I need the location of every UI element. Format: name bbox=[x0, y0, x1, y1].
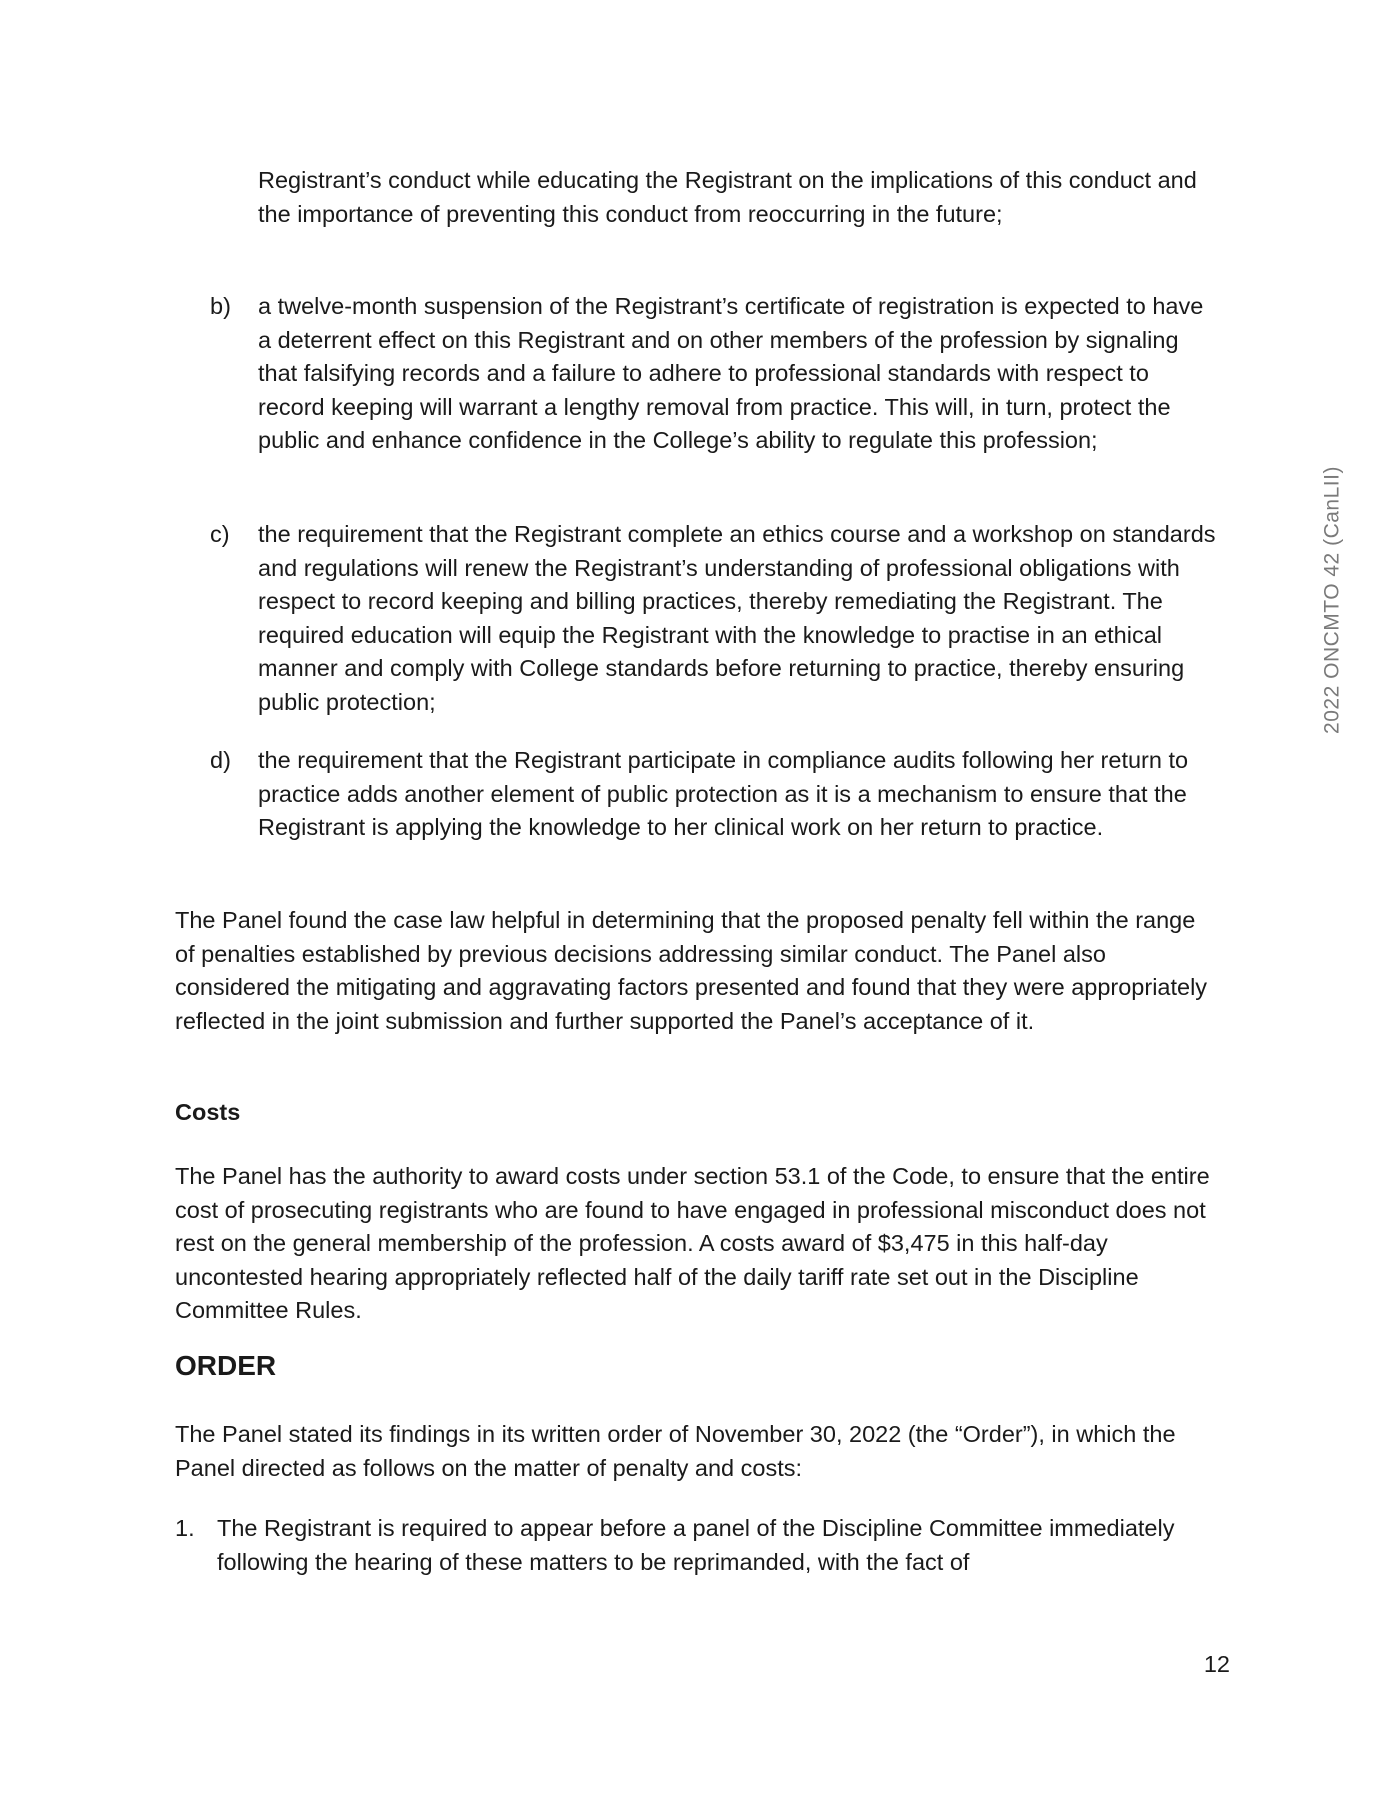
list-item-text: the requirement that the Registrant complete an ethics course and a workshop on standards and regulations will renew the Registrant’s understanding of professional obligations with respect to record keeping and billing practices, thereby remediating the Registrant. The required education will equip the Registrant with the knowledge to practise in an ethical manner and comply with College standards before returning to practice, thereby ensuring public protection; bbox=[258, 521, 1216, 715]
list-marker: b) bbox=[210, 293, 231, 319]
order-heading: ORDER bbox=[175, 1350, 277, 1381]
citation-stamp: 2022 ONCMTO 42 (CanLII) bbox=[1320, 466, 1344, 734]
continuation-paragraph: Registrant’s conduct while educating the Registrant on the implications of this conduct and the importance of preventing this conduct from reoccurring in the future; bbox=[258, 167, 1197, 227]
list-item-text: a twelve-month suspension of the Registrant’s certificate of registration is expected to have a deterrent effect on this Registrant and on other members of the profession by signaling that falsifying records and a failure to adhere to professional standards with respect to record keeping will warrant a lengthy removal from practice. This will, in turn, protect the public and enhance confidence in the College’s ability to regulate this profession; bbox=[258, 293, 1204, 453]
order-paragraph: The Panel stated its findings in its written order of November 30, 2022 (the “Order”), in which the Panel directed as follows on the matter of penalty and costs: bbox=[175, 1421, 1176, 1481]
list-item-text: the requirement that the Registrant participate in compliance audits following her return to practice adds another element of public protection as it is a mechanism to ensure that the Registrant is applying the knowledge to her clinical work on her return to practice. bbox=[258, 747, 1189, 840]
page-number: 12 bbox=[1203, 1651, 1230, 1677]
costs-heading: Costs bbox=[175, 1099, 241, 1125]
list-marker: 1. bbox=[175, 1515, 195, 1541]
panel-paragraph: The Panel found the case law helpful in determining that the proposed penalty fell within the range of penalties established by previous decisions addressing similar conduct. The Panel also considered the mitigating and aggravating factors presented and found that they were appropriately reflected in the joint submission and further supported the Panel’s acceptance of it. bbox=[175, 907, 1208, 1034]
list-marker: c) bbox=[210, 521, 230, 547]
costs-paragraph: The Panel has the authority to award costs under section 53.1 of the Code, to ensure that the entire cost of prosecuting registrants who are found to have engaged in professional misconduct does not rest on the general membership of the profession. A costs award of $3,475 in this half-day uncontested hearing appropriately reflected half of the daily tariff rate set out in the Discipline Committee Rules. bbox=[175, 1163, 1210, 1323]
list-marker: d) bbox=[210, 747, 231, 773]
list-item-text: The Registrant is required to appear before a panel of the Discipline Committee immediately following the hearing of these matters to be reprimanded, with the fact of bbox=[217, 1515, 1175, 1575]
